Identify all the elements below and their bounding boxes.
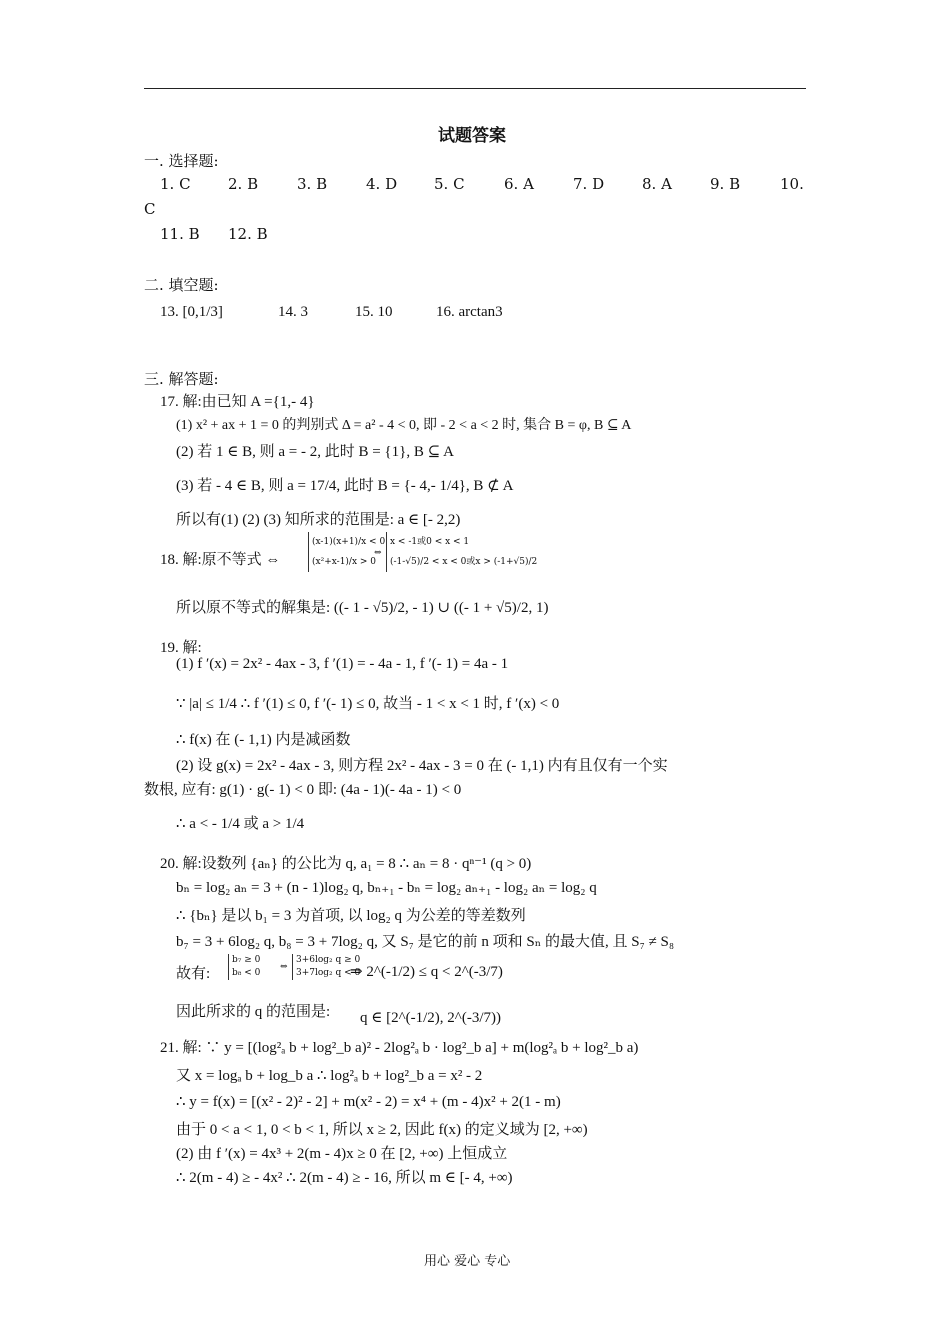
solution-line: (2) 设 g(x) = 2x² - 4ax - 3, 则方程 2x² - 4ax - 3 = 0 在 (- 1,1) 内有且仅有一个实 [176,758,668,774]
choice-answer: 8. A [642,175,672,193]
choice-answer: 4. D [366,175,398,193]
choice-answer: 3. B [297,175,328,193]
equivalence-arrow: ⇔ [374,548,382,558]
page-footer: 用心 爱心 专心 [424,1254,511,1269]
section-heading-solve: 三. 解答题: [144,370,219,388]
choice-answer: 9. B [710,175,741,193]
choice-answer-wrap: C [144,200,156,218]
system-line: 3+6log₂ q ≥ 0 [296,955,361,965]
solution-line: (1) x² + ax + 1 = 0 的判别式 Δ = a² - 4 < 0, 即 - 2 < a < 2 时, 集合 B = φ, B ⊆ A [176,418,632,433]
solution-line: (2) 若 1 ∈ B, 则 a = - 2, 此时 B = {1}, B ⊆ A [176,444,454,460]
system-line: 3+7log₂ q < 0 [296,968,361,978]
solution-line: 19. 解: [160,640,202,656]
section-heading-fill: 二. 填空题: [144,276,219,294]
system-line: (-1-√5)/2 < x < 0或x > (-1+√5)/2 [390,557,538,567]
inequality-system [228,954,260,980]
solution-line: 20. 解:设数列 {aₙ} 的公比为 q, a₁ = 8 ∴ aₙ = 8 · qⁿ⁻¹ (q > 0) [160,856,532,872]
fill-answer: 15. 10 [355,304,393,320]
solution-line: ∴ {bₙ} 是以 b₁ = 3 为首项, 以 log₂ q 为公差的等差数列 [176,908,526,924]
header-rule [144,88,806,89]
solution-line: 故有: [176,966,211,982]
choice-answer: 2. B [228,175,259,193]
choice-answer: 1. C [160,175,191,193]
equivalence-arrow: ⇔ [280,962,288,972]
fill-answer: 14. 3 [278,304,308,320]
choice-answer: 6. A [504,175,534,193]
choice-answer: 10. [780,175,804,193]
solution-line: 由于 0 < a < 1, 0 < b < 1, 所以 x ≥ 2, 因此 f(x) 的定义域为 [2, +∞) [176,1122,588,1138]
solution-line: 所以原不等式的解集是: ((- 1 - √5)/2, - 1) ∪ ((- 1 + √5)/2, 1) [176,600,549,616]
solution-line: ∴ y = f(x) = [(x² - 2)² - 2] + m(x² - 2) = x⁴ + (m - 4)x² + 2(1 - m) [176,1094,561,1110]
choice-answer: 12. B [228,225,268,243]
choice-answer: 11. B [160,225,200,243]
solution-line: (3) 若 - 4 ∈ B, 则 a = 17/4, 此时 B = {- 4,- 1/4}, B ⊄ A [176,478,514,494]
solution-line: 所以有(1) (2) (3) 知所求的范围是: a ∈ [- 2,2) [176,512,461,528]
fill-answer: 13. [0,1/3] [160,304,223,320]
solution-line: b₇ = 3 + 6log₂ q, b₈ = 3 + 7log₂ q, 又 S₇ 是它的前 n 项和 Sₙ 的最大值, 且 S₇ ≠ S₈ [176,934,675,950]
choice-answer: 7. D [573,175,605,193]
system-line: (x-1)(x+1)/x < 0 [312,537,386,547]
solution-line: ⇒ 2^(-1/2) ≤ q < 2^(-3/7) [350,964,503,980]
solution-line: ∴ a < - 1/4 或 a > 1/4 [176,816,305,832]
system-line: (x²+x-1)/x > 0 [312,557,377,567]
inequality-system [386,532,537,572]
section-heading-choice: 一. 选择题: [144,152,219,170]
solution-line: 数根, 应有: g(1) · g(- 1) < 0 即: (4a - 1)(- 4a - 1) < 0 [144,782,462,798]
solution-line: ∴ f(x) 在 (- 1,1) 内是减函数 [176,732,351,748]
system-line: b₈ < 0 [232,968,261,978]
solution-line: (2) 由 f ′(x) = 4x³ + 2(m - 4)x ≥ 0 在 [2, +∞) 上恒成立 [176,1146,508,1162]
solution-line: 21. 解: ∵ y = [(log²ₐ b + log²_b a)² - 2log²ₐ b · log²_b a] + m(log²ₐ b + log²_b a) [160,1040,639,1056]
solution-line: q ∈ [2^(-1/2), 2^(-3/7)) [360,1010,501,1026]
solution-line: ∴ 2(m - 4) ≥ - 4x² ∴ 2(m - 4) ≥ - 16, 所以 m ∈ [- 4, +∞) [176,1170,513,1186]
solution-line: 因此所求的 q 的范围是: [176,1004,331,1020]
solution-line: 17. 解:由已知 A ={1,- 4} [160,394,315,410]
solution-line: 18. 解:原不等式 ⇔ [160,552,281,568]
page-title: 试题答案 [438,126,506,146]
solution-line: ∵ |a| ≤ 1/4 ∴ f ′(1) ≤ 0, f ′(- 1) ≤ 0, 故当 - 1 < x < 1 时, f ′(x) < 0 [176,696,560,712]
fill-answer: 16. arctan3 [436,304,503,320]
solution-line: bₙ = log₂ aₙ = 3 + (n - 1)log₂ q, bₙ₊₁ - bₙ = log₂ aₙ₊₁ - log₂ aₙ = log₂ q [176,880,597,896]
solution-line: (1) f ′(x) = 2x² - 4ax - 3, f ′(1) = - 4a - 1, f ′(- 1) = 4a - 1 [176,656,509,672]
solution-line: 又 x = logₐ b + log_b a ∴ log²ₐ b + log²_b a = x² - 2 [176,1068,483,1084]
system-line: b₇ ≥ 0 [232,955,261,965]
system-line: x < -1或0 < x < 1 [390,537,470,547]
choice-answer: 5. C [434,175,465,193]
